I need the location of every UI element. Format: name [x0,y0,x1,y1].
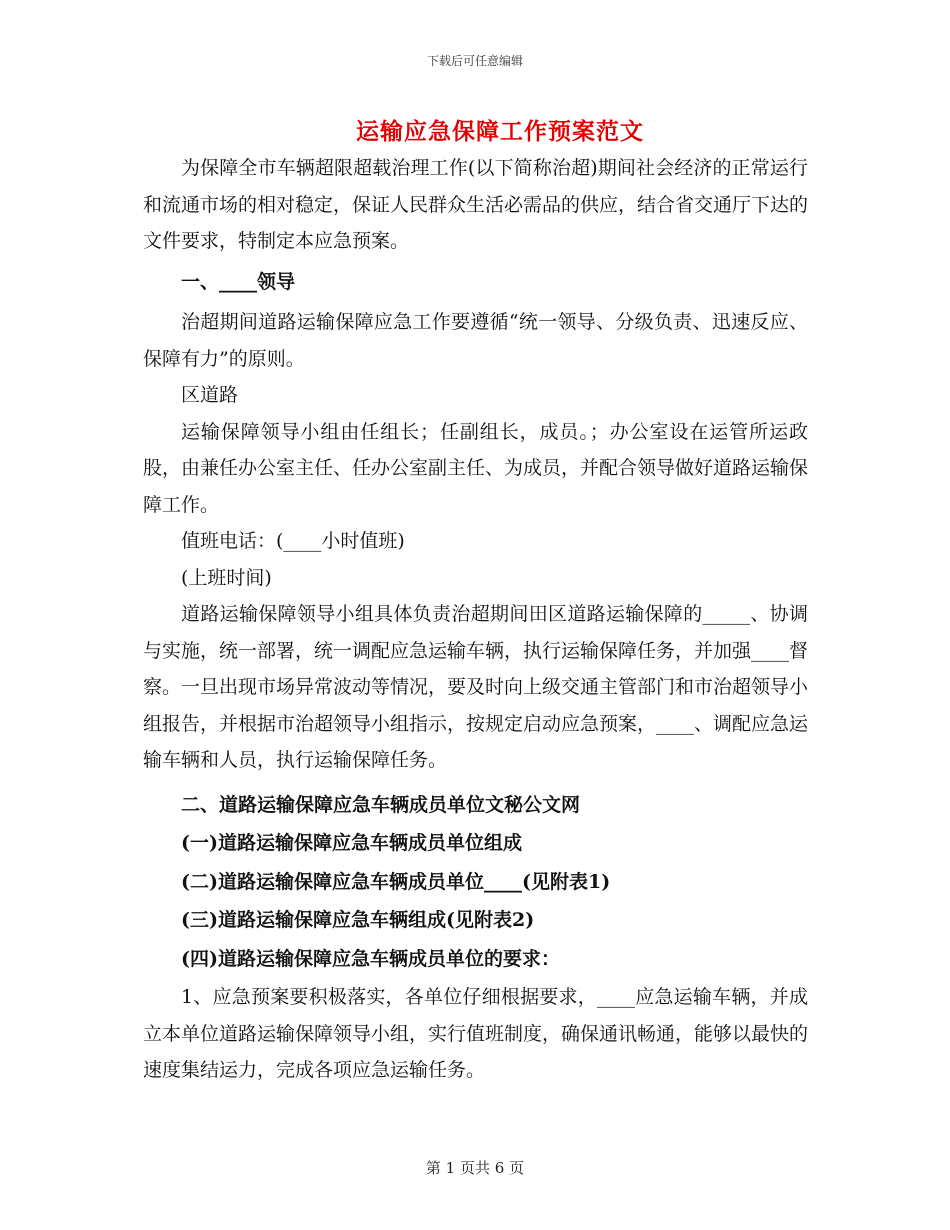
document-title: 运输应急保障工作预案范文 [356,118,644,145]
page-footer: 第 1 页共 6 页 [425,1159,525,1177]
page-header: 下载后可任意编辑 [426,54,523,68]
paragraph-requirement-1: 1、应急预案要积极落实，各单位仔细根据要求，____应急运输车辆，并成立本单位道路运输保障领导小组，实行值班制度，确保通讯畅通，能够以最快的速度集结运力，完成各项应急运输任务。 [143,986,809,1081]
paragraph-leadership-group: 运输保障领导小组由任组长；任副组长，成员。；办公室设在运管所运政股，由兼任办公室主任、任办公室副主任、为成员，并配合领导做好道路运输保障工作。 [143,420,809,516]
paragraph-duty-phone: 值班电话：(____小时值班) [181,530,405,552]
paragraph-principle: 治超期间道路运输保障应急工作要遵循“统一领导、分级负责、迅速反应、保障有力”的原则。 [143,311,808,370]
section-heading-2: 二、道路运输保障应急车辆成员单位文秘公文网 [181,793,581,816]
paragraph-intro: 为保障全市车辆超限超载治理工作(以下简称治超)期间社会经济的正常运行和流通市场的相对稳定，保证人民群众生活必需品的供应，结合省交通厅下达的文件要求，特制定本应急预案。 [143,157,809,252]
paragraph-responsibilities: 道路运输保障领导小组具体负责治超期间田区道路运输保障的_____、协调与实施，统一部署，统一调配应急运输车辆，执行运输保障任务，并加强____督察。一旦出现市场异常波动等情况，要及时向上级交通主管部门和市治超领导小组报告，并根据市治超领导小组指示，按规定启动应急预案，____、调配应急运输车辆和人员，执行运输保障任务。 [143,603,809,771]
section-heading-1: 一、____领导 [181,270,296,293]
subheading-4: (四)道路运输保障应急车辆成员单位的要求： [181,947,560,970]
paragraph-office-hours: (上班时间) [181,566,272,589]
document-body [143,150,808,1089]
subheading-2: (二)道路运输保障应急车辆成员单位____(见附表1) [181,870,611,893]
subheading-3: (三)道路运输保障应急车辆组成(见附表2) [181,909,535,931]
paragraph-district: 区道路 [181,384,239,406]
subheading-1: (一)道路运输保障应急车辆成员单位组成 [181,832,522,854]
